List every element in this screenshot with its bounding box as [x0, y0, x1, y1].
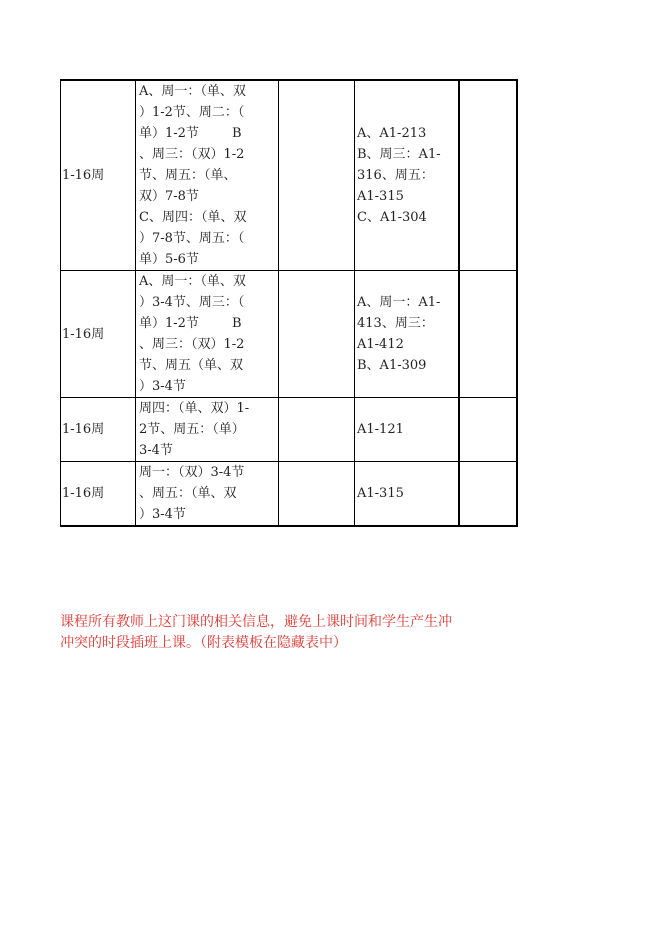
room-cell[interactable] [355, 462, 460, 527]
week-text: 1-16周 [62, 486, 105, 501]
week-cell[interactable] [61, 462, 136, 527]
room-line: A1-315 [357, 486, 404, 501]
room-line: B、周三：A1- [357, 147, 441, 162]
room-line: A1-315 [357, 189, 404, 204]
time-line: 、周五：（单、双 [139, 486, 237, 501]
time-line: 双）7-8节 [139, 189, 199, 204]
room-line: A、A1-213 [357, 126, 427, 141]
time-line: A、周一：（单、双 [139, 84, 246, 99]
time-cell[interactable] [136, 80, 279, 271]
room-line: A1-412 [357, 337, 404, 352]
table-row [61, 462, 518, 527]
week-text: 1-16周 [62, 326, 105, 342]
room-line: C、A1-304 [357, 210, 427, 225]
time-line: ）7-8节、周五：（ [139, 231, 245, 246]
week-cell[interactable] [61, 80, 136, 271]
instruction-note [60, 612, 530, 654]
time-line: ）3-4节、周三：（ [139, 295, 245, 310]
room-line: A1-121 [357, 422, 404, 437]
room-line: A、周一：A1- [357, 295, 441, 310]
time-line: ）3-4节 [139, 379, 186, 394]
time-line: ）1-2节、周二：（ [139, 105, 245, 120]
room-line: 413、周三： [357, 316, 434, 331]
empty-cell[interactable] [459, 271, 517, 398]
week-text: 1-16周 [62, 168, 105, 183]
time-line: 单）1-2节 B [139, 126, 242, 141]
week-cell[interactable] [61, 271, 136, 398]
week-text: 1-16周 [62, 422, 105, 437]
blank-cell[interactable] [279, 80, 355, 271]
time-line: 、周三：（双）1-2 [139, 147, 245, 162]
time-cell[interactable] [136, 462, 279, 527]
time-line: 周一：（双）3-4节 [139, 465, 245, 480]
table-row [61, 398, 518, 462]
room-cell[interactable] [355, 80, 460, 271]
time-line: 节、周五：（单、 [139, 168, 237, 183]
blank-cell[interactable] [279, 271, 355, 398]
room-cell[interactable] [355, 271, 460, 398]
time-line: 周四：（单、双）1- [139, 401, 250, 416]
time-line: 单）5-6节 [139, 252, 199, 267]
room-line: 316、周五： [357, 168, 434, 183]
week-cell[interactable] [61, 398, 136, 462]
time-cell[interactable] [136, 271, 279, 398]
schedule-table [60, 79, 518, 527]
note-line: 冲突的时段插班上课。（附表模板在隐藏表中） [60, 635, 347, 651]
time-line: 2节、周五：（单） [139, 422, 245, 437]
time-line: 3-4节 [139, 443, 173, 458]
note-line: 课程所有教师上这门课的相关信息，避免上课时间和学生产生冲 [60, 614, 452, 630]
room-line: B、A1-309 [357, 358, 427, 373]
blank-cell[interactable] [279, 398, 355, 462]
empty-cell[interactable] [459, 398, 517, 462]
table-row [61, 80, 518, 271]
time-line: C、周四：（单、双 [139, 210, 247, 225]
empty-cell[interactable] [459, 80, 517, 271]
table-row [61, 271, 518, 398]
time-line: A、周一：（单、双 [139, 274, 246, 289]
time-line: ）3-4节 [139, 507, 186, 522]
time-cell[interactable] [136, 398, 279, 462]
time-line: 单）1-2节 B [139, 316, 242, 331]
room-cell[interactable] [355, 398, 460, 462]
time-line: 节、周五（单、双 [139, 358, 244, 373]
blank-cell[interactable] [279, 462, 355, 527]
time-line: 、周三：（双）1-2 [139, 337, 245, 352]
empty-cell[interactable] [459, 462, 517, 527]
